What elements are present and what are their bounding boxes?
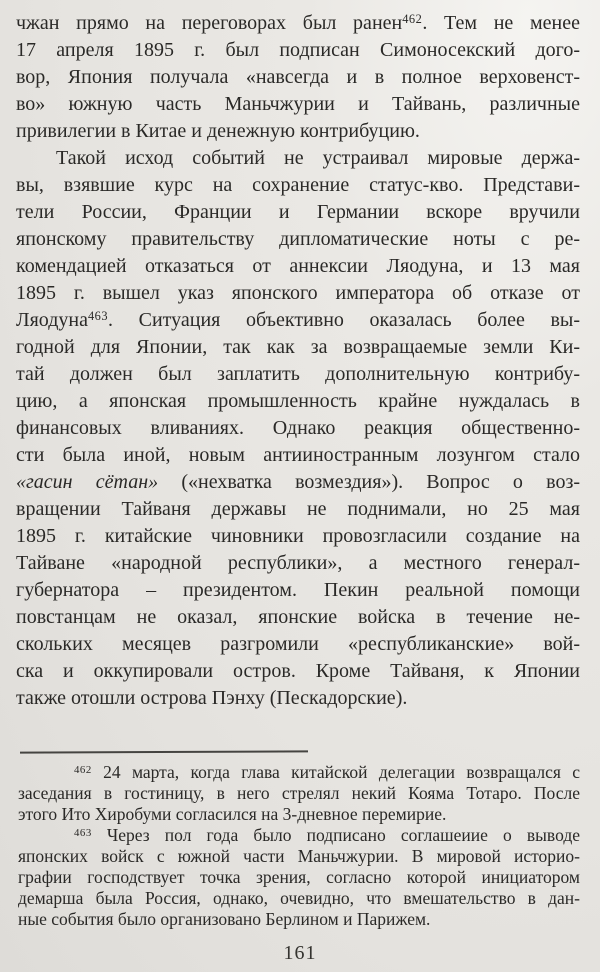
footnote-marker: 462 [74,763,92,776]
text-line [16,334,580,361]
text-line [16,388,580,415]
text-segment: вы, взявшие курс на сохранение статус-кво. Представи- [16,174,580,196]
text-segment: Тайване «народной республики», а местного генерал- [16,552,580,574]
text-segment: ные события было организовано Берлином и Парижем. [18,909,431,929]
text-segment: . Ситуация объективно оказалась более вы- [108,309,580,331]
text-line [16,199,580,226]
text-segment: тай должен был заплатить дополнительную контрибу- [16,363,580,385]
text-segment: японских войск с южной части Маньчжурии. В мировой историо- [18,846,580,866]
text-segment: 1895 г. вышел указ японского императора об отказе от [16,282,580,304]
page-number: 161 [283,942,317,964]
footnotes [18,762,580,930]
text-segment: повстанцам не оказал, японские войска в течение не- [16,606,580,628]
text-segment: цию, а японская промышленность крайне нуждалась в [16,390,580,412]
text-segment: вор, Япония получала «навсегда и в полное верховенст- [16,66,580,88]
text-line [16,685,580,712]
text-line [16,280,580,307]
text-line [18,804,580,825]
text-line [16,442,580,469]
footnote-separator [20,750,308,753]
text-segment: также отошли острова Пэнху (Пескадорские). [16,687,408,709]
footnote-marker: 463 [87,309,109,324]
footnote-marker: 463 [74,826,92,839]
text-line [16,226,580,253]
text-segment: 1895 г. китайские чиновники провозгласили создание на [16,525,580,547]
text-line [16,145,580,172]
text-line [18,909,580,930]
text-line [16,523,580,550]
footnote-paragraph-1 [18,825,580,930]
text-line [16,253,580,280]
text-segment: 24 марта, когда глава китайской делегации возвращался с [91,762,580,782]
text-segment: Ляодуна [16,309,88,331]
text-line [18,888,580,909]
footnote-paragraph-0 [18,762,580,825]
text-segment: заседания в гостиницу, в него стрелял некий Кояма Тотаро. После [18,783,580,803]
text-segment: скольких месяцев разгромили «республиканские» вой- [16,633,580,655]
text-segment: губернатора – президентом. Пекин реальной помощи [16,579,580,601]
main-paragraph-1 [16,145,580,712]
text-segment: привилегии в Китае и денежную контрибуцию. [16,120,420,142]
text-line [16,118,580,145]
text-line [16,550,580,577]
text-line [16,415,580,442]
text-segment: демарша была Россия, однако, очевидно, что вмешательство в дан- [18,888,580,908]
text-line [16,91,580,118]
text-segment: финансовых вливаниях. Однако реакция общественно- [16,417,580,439]
text-segment: этого Ито Хиробуми согласился на 3-дневное перемирие. [18,804,447,824]
text-line [16,658,580,685]
text-line [18,867,580,888]
text-line [16,604,580,631]
text-segment: ска и оккупировали остров. Кроме Тайваня, к Японии [16,660,580,682]
text-line [18,846,580,867]
text-segment: японскому правительству дипломатические ноты с ре- [16,228,580,250]
italic-term: «гасин сётан» [16,471,159,493]
text-line [16,307,580,334]
text-line [16,172,580,199]
text-line [18,783,580,804]
text-segment: во» южную часть Маньчжурии и Тайвань, различные [16,93,580,115]
text-segment: годной для Японии, так как за возвращаемые земли Ки- [16,336,580,358]
text-segment: комендацией отказаться от аннексии Ляодуна, и 13 мая [16,255,580,277]
text-segment: графии господствует точка зрения, согласно которой инициатором [18,867,580,887]
text-line [18,825,580,846]
text-segment: вращении Тайваня державы не поднимали, но 25 мая [16,498,580,520]
text-line [16,631,580,658]
text-line [16,361,580,388]
text-segment: . Тем не менее [422,12,580,34]
footnote-marker: 462 [402,12,423,27]
text-line [16,64,580,91]
text-line [16,469,580,496]
text-segment: чжан прямо на переговорах был ранен [16,12,403,34]
text-segment: 17 апреля 1895 г. был подписан Симоносекский дого- [16,39,580,61]
text-segment: Такой исход событий не устраивал мировые держа- [56,147,580,169]
main-text [16,10,580,712]
main-paragraph-0 [16,10,580,145]
text-segment: Через пол года было подписано соглашеиие о выводе [91,825,580,845]
text-line [16,37,580,64]
text-line [18,762,580,783]
text-line [16,496,580,523]
text-segment: сти была иной, новым антииностранным лозунгом стало [16,444,580,466]
text-line [16,10,580,37]
text-line [16,577,580,604]
text-segment: («нехватка возмездия»). Вопрос о воз- [158,471,580,493]
text-segment: тели России, Франции и Германии вскоре вручили [16,201,580,223]
